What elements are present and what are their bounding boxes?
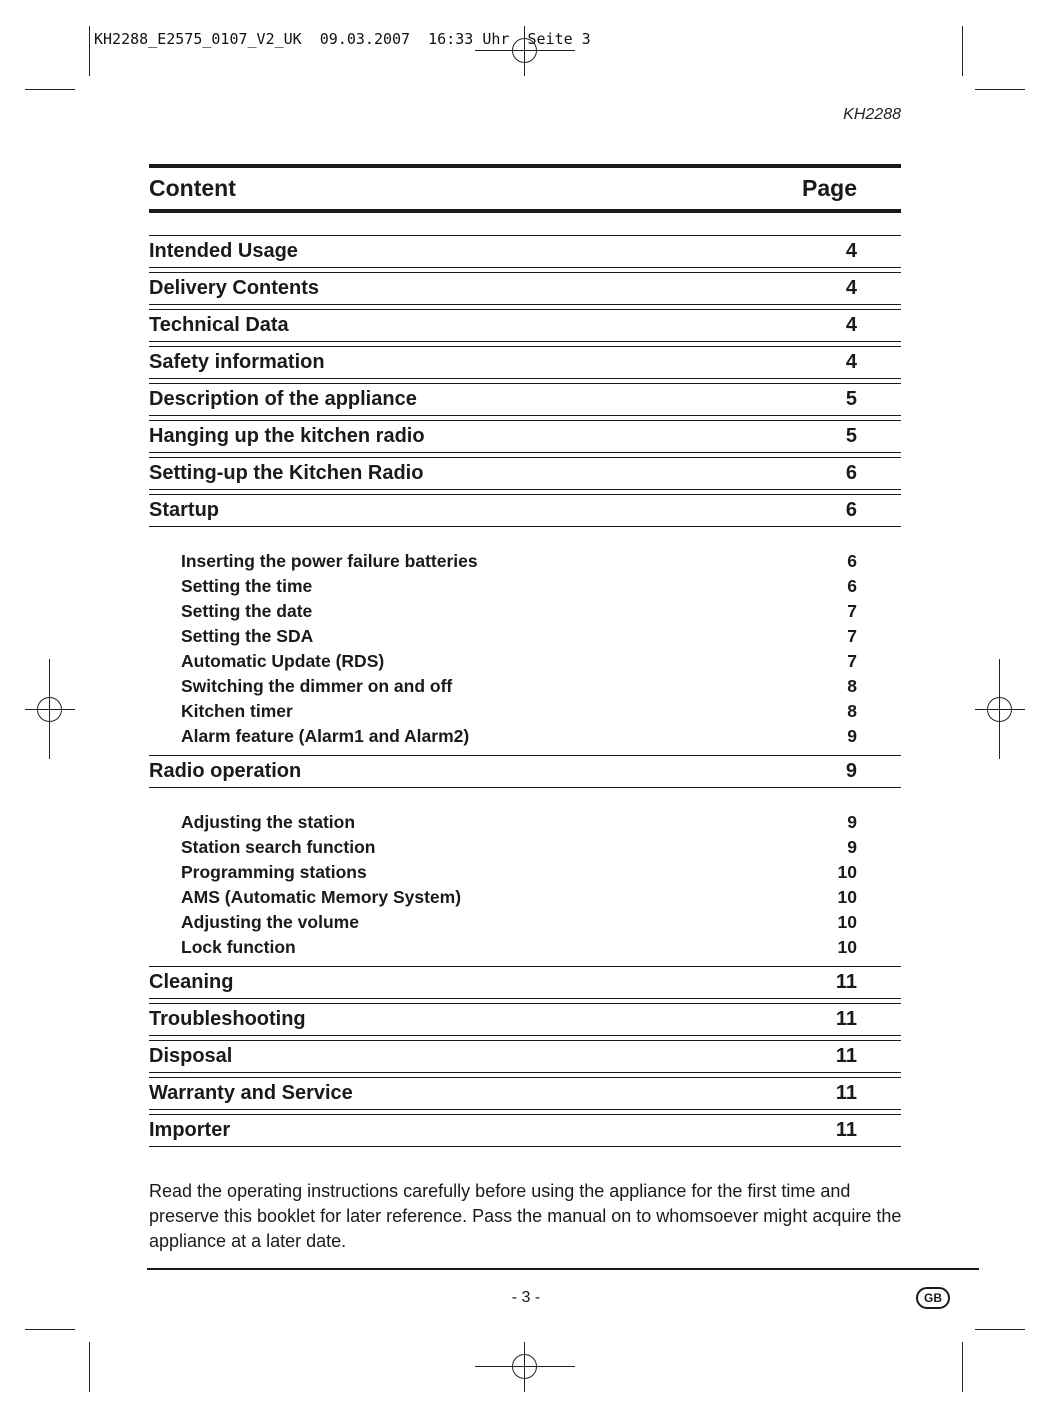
toc-subentry-page: 8	[847, 701, 857, 721]
crop-mark-bottom-right-h	[975, 1329, 1025, 1330]
toc-entry-page: 5	[845, 388, 857, 410]
toc-entry-page: 5	[845, 425, 857, 447]
model-number: KH2288	[843, 106, 901, 123]
toc-entry-safety-information	[149, 346, 901, 379]
toc-entry-page: 11	[835, 1045, 857, 1067]
startup-subentries	[149, 527, 901, 755]
crop-mark-bottom-left-h	[25, 1329, 75, 1330]
toc-subentry-label: Alarm feature (Alarm1 and Alarm2)	[181, 726, 470, 746]
toc-entry-hanging-up	[149, 420, 901, 453]
toc-subentry-page: 9	[847, 726, 857, 746]
toc-subentry	[181, 624, 857, 649]
toc-subentry	[181, 549, 857, 574]
toc-entry-page: 6	[845, 499, 857, 521]
toc-entry-page: 11	[835, 971, 857, 993]
toc-entry-intended-usage	[149, 235, 901, 268]
crop-mark-bottom-right-v	[962, 1342, 963, 1392]
toc-entry-label: Description of the appliance	[149, 388, 417, 410]
toc-entry-page: 4	[845, 240, 857, 262]
toc-subentry-label: Adjusting the volume	[181, 912, 359, 932]
toc-title: Content	[149, 175, 236, 201]
toc-entry-label: Technical Data	[149, 314, 289, 336]
toc-entry-page: 4	[845, 314, 857, 336]
toc-entry-page: 9	[845, 760, 857, 782]
toc-subentry-page: 8	[847, 676, 857, 696]
toc-subentry-page: 7	[847, 651, 857, 671]
toc-entry-page: 11	[835, 1082, 857, 1104]
crop-mark-top-right-h	[975, 89, 1025, 90]
toc-subentry	[181, 935, 857, 960]
toc-subentry	[181, 699, 857, 724]
crop-mark-top-left-v	[89, 26, 90, 76]
toc-entry-delivery-contents	[149, 272, 901, 305]
toc-page-label: Page	[802, 175, 857, 201]
toc-subentry-page: 7	[847, 626, 857, 646]
registration-mark-left	[25, 659, 75, 759]
toc-subentry-label: Setting the SDA	[181, 626, 314, 646]
toc-entry-label: Intended Usage	[149, 240, 298, 262]
toc-entry-troubleshooting	[149, 1003, 901, 1036]
toc-subentry-label: Inserting the power failure batteries	[181, 551, 478, 571]
crop-mark-bottom-left-v	[89, 1342, 90, 1392]
toc-entry-page: 11	[835, 1119, 857, 1141]
toc-subentry-page: 6	[847, 576, 857, 596]
toc-subentry-page: 10	[837, 862, 857, 882]
toc-subentry-page: 10	[837, 887, 857, 907]
toc-entry-label: Delivery Contents	[149, 277, 320, 299]
registration-mark-bottom	[475, 1342, 575, 1392]
instructions-note: Read the operating instructions carefully before using the appliance for the first time and preserve this booklet for later reference. Pass the manual on to whomsoever might acquire the appliance at a later date.	[149, 1181, 902, 1251]
toc-entry-page: 4	[845, 277, 857, 299]
toc-entry-description	[149, 383, 901, 416]
toc-subentry-label: Setting the date	[181, 601, 313, 621]
country-badge: GB	[916, 1287, 950, 1309]
toc-subentry	[181, 835, 857, 860]
toc-entry-warranty	[149, 1077, 901, 1110]
toc-subentry	[181, 810, 857, 835]
toc-subentry-label: Switching the dimmer on and off	[181, 676, 453, 696]
registration-mark-right	[975, 659, 1025, 759]
toc-subentry-page: 9	[847, 812, 857, 832]
toc-entry-label: Startup	[149, 499, 219, 521]
footer-rule	[147, 1268, 979, 1270]
toc-entry-disposal	[149, 1040, 901, 1073]
toc-entry-label: Importer	[149, 1119, 231, 1141]
toc-entry-label: Troubleshooting	[149, 1008, 306, 1030]
print-header: KH2288_E2575_0107_V2_UK 09.03.2007 16:33 Uhr Seite 3	[94, 30, 591, 48]
toc-entry-label: Hanging up the kitchen radio	[149, 425, 425, 447]
toc-subentry	[181, 574, 857, 599]
toc-entry-radio-operation	[149, 755, 901, 788]
radio-subentries	[149, 788, 901, 966]
toc-entry-startup	[149, 494, 901, 527]
toc-subentry	[181, 674, 857, 699]
toc-subentry	[181, 910, 857, 935]
toc-entry-label: Warranty and Service	[149, 1082, 353, 1104]
registration-mark-top	[475, 26, 575, 76]
toc-subentry	[181, 885, 857, 910]
toc-subentry-page: 7	[847, 601, 857, 621]
toc-header	[149, 164, 901, 213]
toc-entry-page: 11	[835, 1008, 857, 1030]
toc-subentry-label: Lock function	[181, 937, 296, 957]
toc-subentry	[181, 649, 857, 674]
toc-subentry	[181, 860, 857, 885]
crop-mark-top-left-h	[25, 89, 75, 90]
toc-entry-page: 4	[845, 351, 857, 373]
toc-subentry-label: Setting the time	[181, 576, 313, 596]
toc-subentry-label: Programming stations	[181, 862, 367, 882]
toc-subentry-label: Kitchen timer	[181, 701, 293, 721]
toc-subentry-label: Automatic Update (RDS)	[181, 651, 385, 671]
toc-entry-importer	[149, 1114, 901, 1147]
toc-subentry-page: 6	[847, 551, 857, 571]
toc-subentry-label: Adjusting the station	[181, 812, 356, 832]
toc-entry-label: Safety information	[149, 351, 325, 373]
toc-entry-label: Radio operation	[149, 760, 302, 782]
page-number: - 3 -	[511, 1289, 541, 1306]
toc-subentry-label: AMS (Automatic Memory System)	[181, 887, 462, 907]
table-of-contents	[149, 164, 901, 1147]
toc-entry-page: 6	[845, 462, 857, 484]
toc-entry-label: Disposal	[149, 1045, 233, 1067]
toc-subentry-page: 10	[837, 912, 857, 932]
toc-subentry-page: 9	[847, 837, 857, 857]
toc-entry-label: Setting-up the Kitchen Radio	[149, 462, 424, 484]
toc-entry-cleaning	[149, 966, 901, 999]
crop-mark-top-right-v	[962, 26, 963, 76]
toc-entry-label: Cleaning	[149, 971, 234, 993]
toc-entry-setting-up	[149, 457, 901, 490]
toc-entry-technical-data	[149, 309, 901, 342]
toc-subentry	[181, 599, 857, 624]
toc-subentry	[181, 724, 857, 749]
toc-subentry-label: Station search function	[181, 837, 376, 857]
toc-subentry-page: 10	[837, 937, 857, 957]
